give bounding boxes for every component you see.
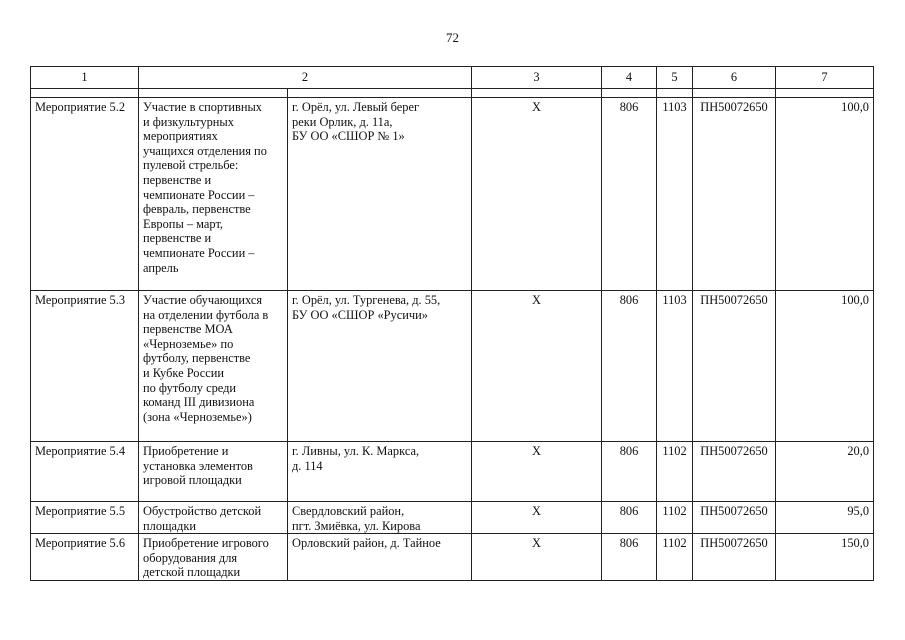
col5-cell: 1103: [657, 291, 693, 442]
col6-cell: ПН50072650: [693, 98, 776, 291]
amount-cell: 20,0: [776, 442, 874, 502]
col6-cell: ПН50072650: [693, 291, 776, 442]
description-cell: Участие обучающихся на отделении футбола в первенстве МОА «Черноземье» по футболу, первенстве и Кубке России по футболу среди команд III дивизиона (зона «Черноземье»): [139, 291, 288, 442]
header-cell-6: 6: [693, 67, 776, 89]
header-cell-2: 2: [139, 67, 472, 89]
address-cell: г. Ливны, ул. К. Маркса, д. 114: [288, 442, 472, 502]
header-cell-5: 5: [657, 67, 693, 89]
address-cell: Свердловский район, пгт. Змиёвка, ул. Кирова: [288, 502, 472, 534]
col3-cell: Х: [472, 291, 602, 442]
description-cell: Участие в спортивных и физкультурных мероприятиях учащихся отделения по пулевой стрельбе: первенстве и чемпионате России – февраль, первенстве Европы – март, первенстве и чемпионате России – апрель: [139, 98, 288, 291]
col4-cell: 806: [602, 291, 657, 442]
table-row: [31, 534, 874, 581]
col4-cell: 806: [602, 442, 657, 502]
col4-cell: 806: [602, 98, 657, 291]
spacer-row: [31, 89, 874, 98]
col5-cell: 1102: [657, 534, 693, 581]
header-cell-7: 7: [776, 67, 874, 89]
col4-cell: 806: [602, 534, 657, 581]
amount-cell: 100,0: [776, 98, 874, 291]
event-cell: Мероприятие 5.5: [31, 502, 139, 534]
event-cell: Мероприятие 5.6: [31, 534, 139, 581]
table-row: [31, 442, 874, 502]
table-row: [31, 98, 874, 291]
address-cell: г. Орёл, ул. Тургенева, д. 55, БУ ОО «СШОР «Русичи»: [288, 291, 472, 442]
description-cell: Приобретение игрового оборудования для детской площадки: [139, 534, 288, 581]
col5-cell: 1102: [657, 442, 693, 502]
address-cell: Орловский район, д. Тайное: [288, 534, 472, 581]
page-number: 72: [446, 30, 459, 45]
col3-cell: Х: [472, 502, 602, 534]
description-cell: Приобретение и установка элементов игровой площадки: [139, 442, 288, 502]
col5-cell: 1102: [657, 502, 693, 534]
event-cell: Мероприятие 5.3: [31, 291, 139, 442]
event-cell: Мероприятие 5.4: [31, 442, 139, 502]
table-row: [31, 502, 874, 534]
amount-cell: 150,0: [776, 534, 874, 581]
event-cell: Мероприятие 5.2: [31, 98, 139, 291]
description-cell: Обустройство детской площадки: [139, 502, 288, 534]
col3-cell: Х: [472, 534, 602, 581]
col4-cell: 806: [602, 502, 657, 534]
amount-cell: 95,0: [776, 502, 874, 534]
col5-cell: 1103: [657, 98, 693, 291]
col6-cell: ПН50072650: [693, 502, 776, 534]
address-cell: г. Орёл, ул. Левый берег реки Орлик, д. 11а, БУ ОО «СШОР № 1»: [288, 98, 472, 291]
measures-table: [30, 66, 874, 581]
col6-cell: ПН50072650: [693, 442, 776, 502]
col3-cell: Х: [472, 442, 602, 502]
amount-cell: 100,0: [776, 291, 874, 442]
col3-cell: Х: [472, 98, 602, 291]
table-row: [31, 291, 874, 442]
header-cell-3: 3: [472, 67, 602, 89]
header-cell-4: 4: [602, 67, 657, 89]
header-row: [31, 67, 874, 89]
header-cell-1: 1: [31, 67, 139, 89]
col6-cell: ПН50072650: [693, 534, 776, 581]
